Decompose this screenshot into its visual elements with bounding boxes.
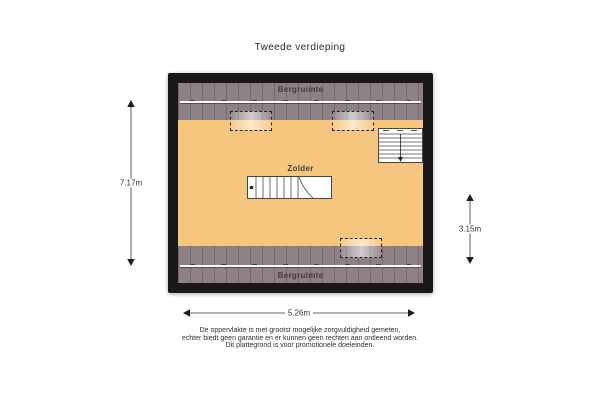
storage-room-bottom: [178, 246, 423, 283]
disclaimer-line-2: echter biedt geen garantie en er kunnen geen rechten aan ontleend worden.: [181, 334, 419, 342]
ridge-beam-ticks: [190, 100, 411, 104]
floorplan-interior: [178, 83, 423, 283]
staircase-main-icon: [247, 176, 332, 199]
dimension-label-left: 7.17m: [117, 179, 145, 188]
storage-room-bottom-label: Bergruimte: [277, 271, 324, 280]
disclaimer-line-1: De oppervlakte is met grootst mogelijke zorgvuldigheid gemeten,: [199, 327, 401, 334]
floorplan-frame: [168, 73, 433, 293]
disclaimer-text: [0, 327, 600, 350]
ridge-beam-ticks: [190, 264, 411, 268]
staircase-loft-icon: [378, 128, 423, 163]
storage-room-top: [178, 83, 423, 120]
attic-room-label: Zolder: [287, 164, 314, 173]
ridge-beam-top: [180, 100, 421, 104]
skylight-window-top-left: [230, 111, 272, 131]
dimension-label-right: 3.15m: [456, 225, 484, 234]
skylight-window-bottom: [340, 238, 382, 258]
disclaimer-line-3: Dit plattegrond is voor promotionele doeleinden.: [225, 342, 375, 349]
dimension-label-bottom: 5.26m: [285, 309, 313, 318]
storage-room-top-label: Bergruimte: [277, 85, 324, 94]
ridge-beam-bottom: [180, 264, 421, 268]
page-title: Tweede verdieping: [254, 42, 346, 53]
skylight-window-top-right: [332, 111, 374, 131]
